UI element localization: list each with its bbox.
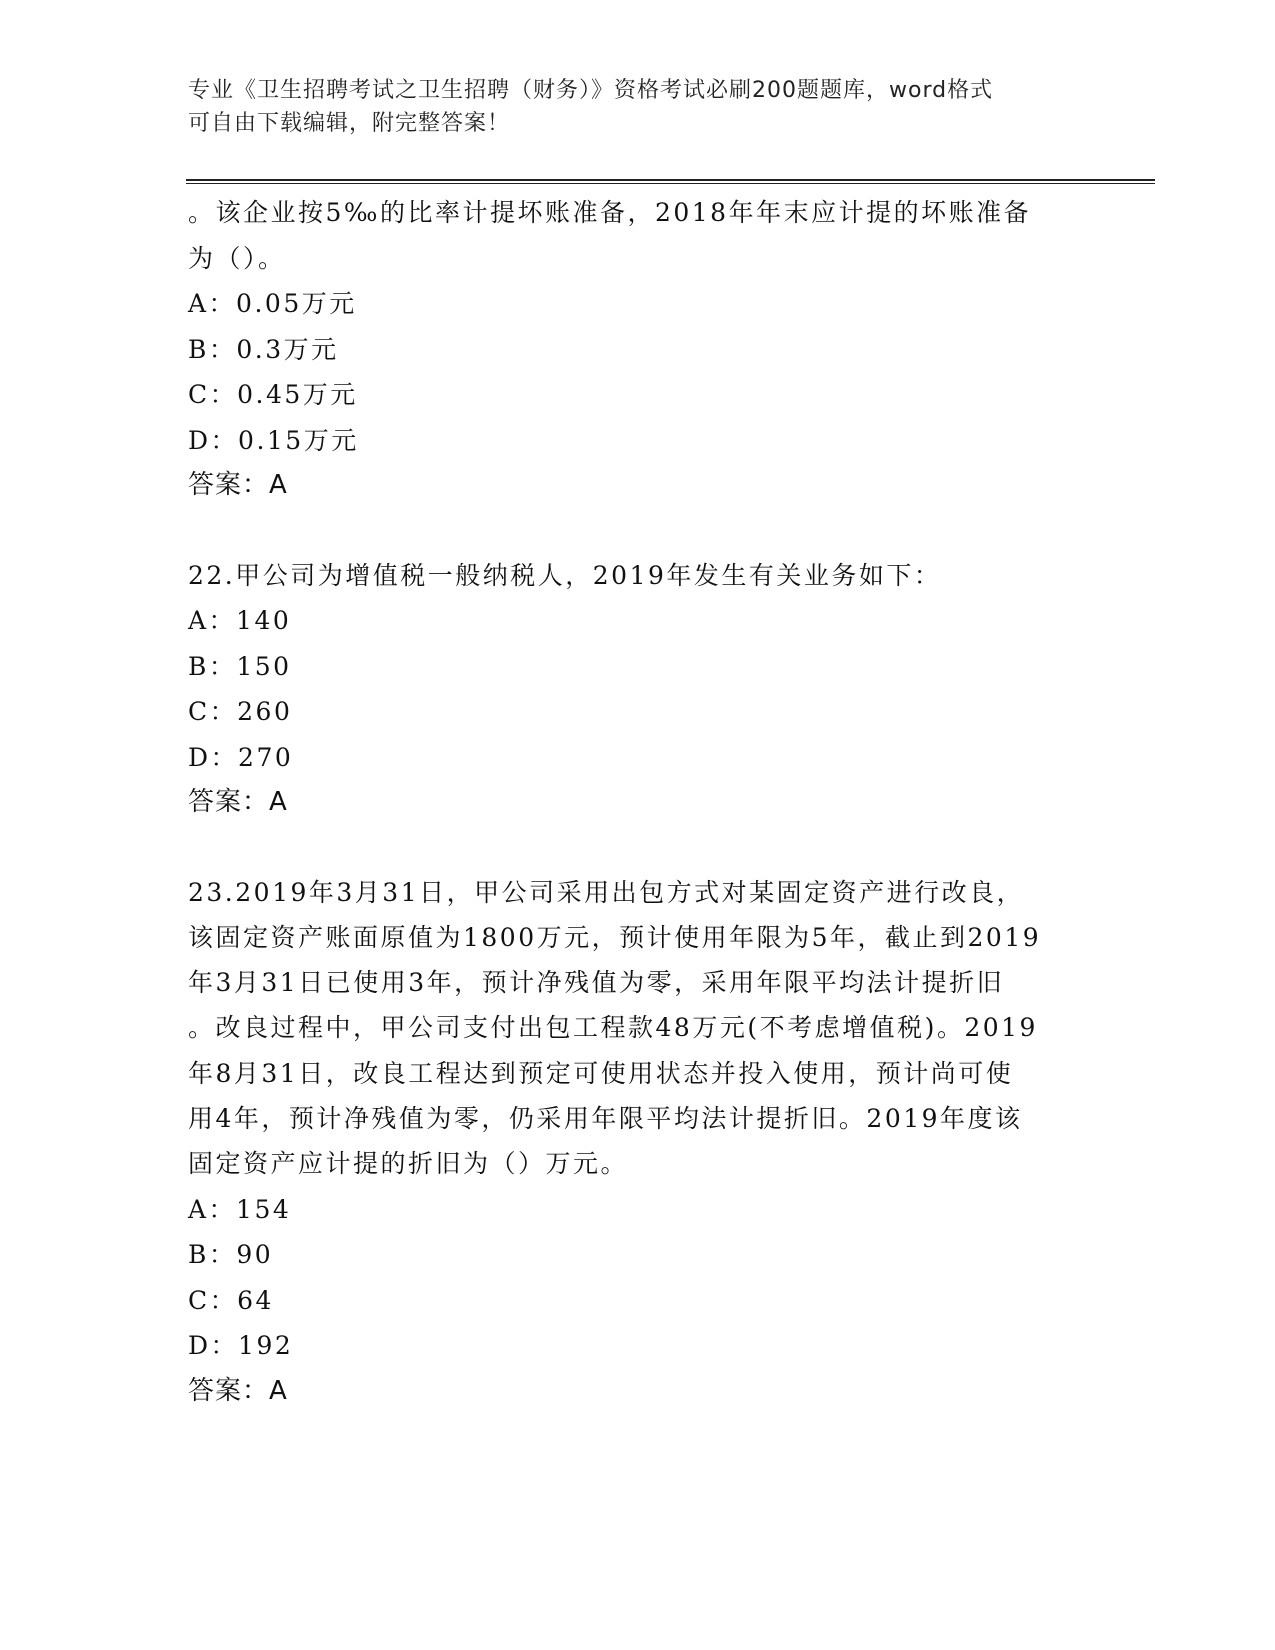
question-stem-line: 22.甲公司为增值税一般纳税人，2019年发生有关业务如下： bbox=[188, 560, 942, 590]
question-stem-line: 该固定资产账面原值为1800万元，预计使用年限为5年，截止到2019 bbox=[188, 922, 1042, 952]
option-b: B：0.3万元 bbox=[188, 334, 339, 364]
option-a: A：154 bbox=[188, 1194, 292, 1224]
header-title-line-2: 可自由下载编辑，附完整答案！ bbox=[188, 111, 511, 136]
question-stem-line: 。改良过程中，甲公司支付出包工程款48万元(不考虑增值税)。2019 bbox=[188, 1013, 1038, 1043]
answer-line: 答案：A bbox=[188, 787, 288, 817]
answer-line: 答案：A bbox=[188, 1375, 288, 1406]
question-stem-line: 固定资产应计提的折旧为（）万元。 bbox=[188, 1149, 629, 1179]
question-spacer bbox=[188, 509, 1088, 553]
option-c: C：260 bbox=[188, 697, 293, 726]
question-stem-line: 23.2019年3月31日，甲公司采用出包方式对某固定资产进行改良， bbox=[188, 877, 1025, 907]
header-divider bbox=[186, 179, 1155, 184]
header-title-line-1: 专业《卫生招聘考试之卫生招聘（财务）》资格考试必刷200题题库，word格式 bbox=[188, 78, 994, 103]
option-b: B：150 bbox=[188, 651, 292, 681]
question-stem-line: 用4年，预计净残值为零，仍采用年限平均法计提折旧。2019年度该 bbox=[188, 1103, 1023, 1133]
option-d: D：0.15万元 bbox=[188, 425, 359, 455]
question-22 bbox=[188, 553, 1088, 826]
question-stem-line: 为（）。 bbox=[188, 243, 286, 273]
question-stem-line: 年3月31日已使用3年，预计净残值为零，采用年限平均法计提折旧 bbox=[188, 968, 1005, 998]
question-stem-line: 年8月31日，改良工程达到预定可使用状态并投入使用，预计尚可使 bbox=[188, 1058, 1014, 1088]
option-c: C：0.45万元 bbox=[188, 380, 358, 409]
option-d: D：270 bbox=[188, 742, 294, 772]
question-fragment bbox=[188, 190, 1088, 509]
option-c: C：64 bbox=[188, 1285, 274, 1315]
document-body bbox=[188, 190, 1088, 1414]
option-d: D：192 bbox=[188, 1331, 294, 1361]
option-a: A：140 bbox=[188, 606, 292, 635]
option-b: B：90 bbox=[188, 1240, 274, 1270]
option-a: A：0.05万元 bbox=[188, 289, 357, 318]
question-stem-line: 。该企业按5‰的比率计提坏账准备，2018年年末应计提的坏账准备 bbox=[188, 198, 1032, 227]
document-header bbox=[188, 74, 1068, 140]
question-23 bbox=[188, 870, 1088, 1415]
answer-line: 答案：A bbox=[188, 470, 288, 500]
question-spacer bbox=[188, 826, 1088, 870]
